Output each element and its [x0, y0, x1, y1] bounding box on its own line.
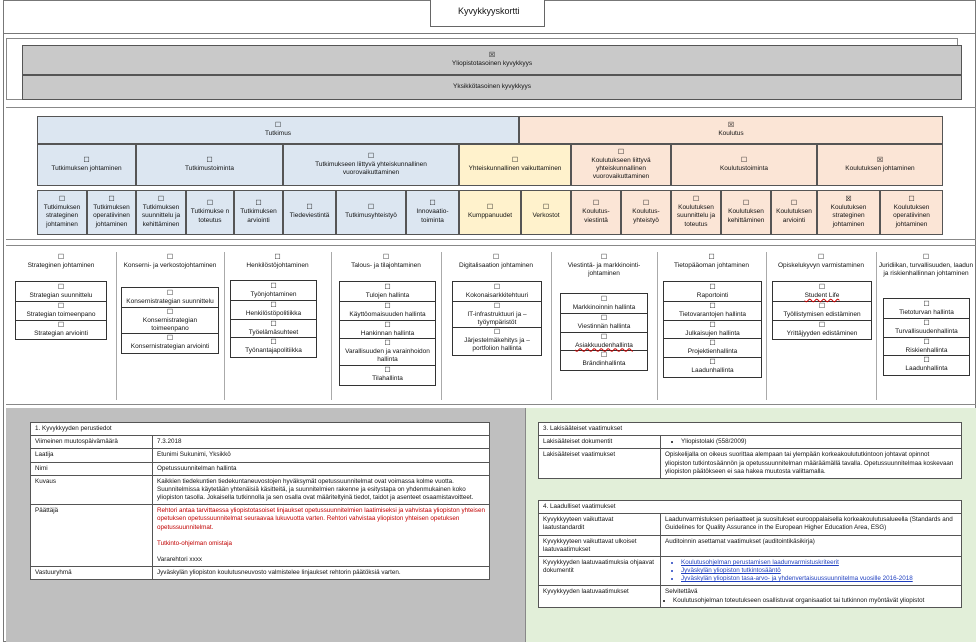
checkbox-icon[interactable]: ☐	[206, 200, 214, 208]
checkbox-icon[interactable]: ☐	[166, 308, 174, 316]
field-label: Vastuuryhmä	[31, 567, 153, 580]
checkbox-icon[interactable]: ☐	[708, 254, 715, 261]
list-item[interactable]	[453, 327, 541, 354]
checkbox-icon[interactable]: ☐	[384, 340, 391, 348]
checkbox-icon[interactable]: ☐	[709, 359, 716, 367]
checkbox-icon[interactable]: ☐	[367, 152, 375, 160]
list-item[interactable]	[664, 357, 761, 376]
list-item[interactable]	[122, 307, 218, 334]
field-value[interactable]	[661, 586, 962, 607]
support-strategic	[8, 254, 114, 270]
sub-education-cooperation[interactable]	[621, 190, 671, 235]
sub-label: Tutkimukse n toteutus	[190, 208, 230, 224]
checkbox-icon[interactable]: ☐	[429, 200, 436, 208]
item-label: Student Life	[804, 292, 840, 299]
sub-education-planning[interactable]	[671, 190, 721, 235]
field-value[interactable]	[661, 436, 962, 449]
education-header[interactable]	[519, 116, 943, 144]
list-item[interactable]	[340, 365, 435, 384]
field-value[interactable]: Laadunvarmistuksen periaatteet ja suositukset eurooppalaisella korkeakoulutusalueella (Standards and Guidelines for Quality Assurance in the European Higher Education Area, ESG)	[661, 514, 962, 535]
checkbox-icon[interactable]: ☒	[845, 196, 852, 204]
list-item[interactable]	[16, 320, 106, 339]
list-item[interactable]	[16, 283, 106, 301]
checkbox-icon[interactable]: ☐	[306, 204, 313, 212]
group-label: Tutkimustoiminta	[185, 164, 234, 172]
research-label: Tutkimus	[264, 129, 292, 137]
checkbox-icon[interactable]: ☐	[922, 254, 930, 261]
field-label: Kyvykkyyteen vaikuttavat laatustandardit	[539, 514, 661, 535]
field-label: Kuvaus	[31, 475, 153, 505]
sub-education-evaluation[interactable]	[771, 190, 817, 235]
basics-heading: 1. Kyvykkyyden perustiedot	[31, 423, 490, 436]
item-label: Varallisuuden ja varainhoidon hallinta	[345, 348, 430, 364]
list-item[interactable]	[664, 338, 761, 357]
support-knowledge	[659, 254, 764, 270]
checkbox-icon[interactable]: ☐	[923, 338, 930, 346]
list-item[interactable]	[453, 301, 541, 328]
checkbox-icon[interactable]: ☐	[492, 254, 500, 261]
sub-research-cooperation[interactable]	[336, 190, 406, 235]
support-knowledge-list	[663, 281, 762, 378]
checkbox-icon[interactable]: ☐	[157, 196, 165, 204]
checkbox-icon[interactable]: ☐	[57, 284, 65, 291]
list-item[interactable]	[664, 320, 761, 339]
field-label: Laatija	[31, 449, 153, 462]
checkbox-icon[interactable]: ☐	[166, 335, 174, 343]
sub-label: Tutkimusyhteistyö	[345, 212, 397, 220]
item-label: Tulojen hallinta	[365, 292, 410, 299]
list-item[interactable]	[884, 300, 969, 318]
field-value	[661, 556, 962, 586]
field-value[interactable]: Kaikkien tiedekuntien tiedekuntaneuvostojen hyväksymät opetussuunnitelmat ovat voimassa kolme vuotta. Suunnitelmissa käytetään yhtenäisiä käsitteitä, ja suunnitelmien rakenne ja esitystapa on yhdenmukainen koko yliopiston tasolla. Jokaisella tutkinnolla ja sen osalla ovat määriteltyinä tiedot, taidot ja asenteet osaamistavoitteet.	[153, 475, 490, 505]
group-label: Koulutuksen johtaminen	[845, 164, 915, 172]
decider-text: Rehtori antaa tarvittaessa yliopistotasoiset linjaukset opetussuunnitelmien laatimiseksi ja vahvistaa yliopiston yhteisen opetuksen opetussuunnitelmat seuraavaa lukuvuotta varten. Rehtori vahvistaa yliopiston yhteisen opetuksen opetussuunnitelmat.	[157, 507, 485, 531]
checkbox-icon[interactable]: ☐	[108, 196, 115, 204]
group-societal-impact[interactable]	[459, 144, 571, 186]
research-header[interactable]	[37, 116, 519, 144]
checkbox-icon[interactable]: ☐	[57, 321, 65, 329]
checkbox-icon[interactable]: ☐	[790, 200, 798, 208]
checkbox-icon[interactable]: ☐	[270, 301, 277, 309]
item-label: Hankinnan hallinta	[360, 329, 415, 337]
checkbox-icon[interactable]: ☐	[908, 196, 915, 204]
support-label: Juridiikan, turvallisuuden, laadun ja riskienhallinnan johtaminen	[878, 262, 974, 278]
item-label: Konsernistrategian arviointi	[130, 343, 210, 351]
group-label: Koulutukseen liittyvä yhteiskunnallinen vuorovaikuttaminen	[591, 156, 651, 181]
level-university[interactable]	[22, 45, 962, 75]
legal-table	[538, 422, 962, 479]
checkbox-icon[interactable]: ☐	[83, 156, 90, 164]
checkbox-icon[interactable]: ☐	[270, 339, 277, 347]
item-label: Strategian toimeenpano	[26, 310, 96, 318]
list-item[interactable]	[340, 301, 435, 320]
list-item[interactable]	[561, 350, 647, 369]
group-label: Tutkimuksen johtaminen	[51, 164, 122, 172]
field-value[interactable]: Opetussuunnitelman hallinta	[153, 462, 490, 475]
checkbox-icon[interactable]: ☐	[493, 284, 501, 291]
checkbox-icon[interactable]: ☐	[384, 321, 391, 329]
checkbox-icon[interactable]: ☐	[642, 200, 650, 208]
list-item[interactable]	[664, 283, 761, 301]
sub-label: Koulutus-yhteistyö	[632, 208, 660, 224]
sub-label: Tutkimuksen strateginen johtaminen	[43, 204, 81, 228]
group-research-activity[interactable]	[136, 144, 283, 186]
checkbox-icon[interactable]: ☐	[493, 329, 501, 337]
list-item[interactable]	[340, 320, 435, 339]
checkbox-icon[interactable]: ☐	[255, 200, 262, 208]
checkbox-icon[interactable]: ☐	[818, 284, 826, 291]
sub-label: Innovaatio-toiminta	[416, 208, 449, 224]
field-label: Päättäjä	[31, 505, 153, 567]
req-text: Selvitettävä	[665, 588, 698, 596]
support-communication	[553, 254, 655, 278]
checkbox-icon[interactable]: ☐	[923, 319, 930, 327]
support-legal	[878, 254, 974, 278]
list-item[interactable]	[773, 283, 871, 301]
quality-heading: 4. Laadulliset vaatimukset	[539, 501, 962, 514]
support-student	[768, 254, 874, 270]
page-title: Kyvykkyyskortti	[430, 0, 545, 27]
basics-table	[30, 422, 490, 580]
item-label: Laadunhallinta	[691, 367, 734, 375]
item-label: Tietoturvan hallinta	[899, 309, 954, 316]
checkbox-icon[interactable]: ☐	[692, 196, 700, 204]
list-item[interactable]	[340, 338, 435, 365]
support-digital-list	[452, 281, 542, 356]
checkbox-icon[interactable]: ☐	[709, 302, 716, 310]
item-label: Työllistymisen edistäminen	[783, 310, 861, 318]
field-value[interactable]: Etunimi Sukunimi, Yksikkö	[153, 449, 490, 462]
list-item[interactable]	[340, 283, 435, 301]
list-item[interactable]	[884, 355, 969, 374]
support-strategic-list	[15, 281, 107, 340]
support-hr	[226, 254, 329, 270]
doc-link[interactable]: • Jyväskylän yliopiston tasa-arvo- ja yhdenvertaisuussuunnitelma vuosille 2016-2018	[681, 575, 957, 583]
field-label: Kyvykkyyteen vaikuttavat ulkoiset laatuvaatimukset	[539, 535, 661, 556]
support-label: Tietopääoman johtaminen	[674, 262, 749, 269]
checkbox-icon[interactable]: ☒	[876, 156, 884, 164]
sub-label: Koulutuksen kehittäminen	[727, 208, 765, 224]
item-label: Riskienhallinta	[905, 346, 948, 354]
support-label: Henkilöstöjohtaminen	[246, 262, 309, 269]
unit-label: Yksikkötasoinen kyvykkyys	[452, 83, 532, 91]
field-label: Kyvykkyyden laatuvaatimuksia ohjaavat dokumentit	[539, 556, 661, 586]
sub-label: Verkostot	[532, 212, 560, 220]
list-item[interactable]	[231, 319, 316, 338]
field-label: Lakisääteiset dokumentit	[539, 436, 661, 449]
checkbox-icon[interactable]: ☐	[600, 333, 608, 341]
item-label: Tietovarantojen hallinta	[679, 310, 746, 318]
sub-partnerships[interactable]	[459, 190, 521, 235]
list-item[interactable]	[561, 313, 647, 332]
checkbox-icon[interactable]: ☐	[57, 302, 65, 310]
item-label: Järjestelmäkehitys ja –portfolion hallinta	[464, 337, 530, 353]
list-item[interactable]	[231, 337, 316, 356]
checkbox-icon[interactable]: ☐	[923, 357, 930, 365]
support-group	[118, 254, 222, 270]
group-research-management[interactable]	[37, 144, 136, 186]
university-label: Yliopistotasoinen kyvykkyys	[451, 59, 533, 67]
list-item[interactable]	[561, 332, 647, 351]
field-label: Kyvykkyyden laatuvaatimukset	[539, 586, 661, 607]
support-legal-list	[883, 298, 970, 376]
sub-research-execution[interactable]	[186, 190, 234, 235]
decider-extra: Tutkinto-ohjelman omistaja	[157, 539, 233, 547]
item-label: Työelämäsuhteet	[248, 328, 299, 336]
sub-label: Tiedeviestintä	[289, 212, 330, 220]
item-label: Konsernistrategian suunnittelu	[126, 298, 214, 305]
sub-label: Tutkimuksen arviointi	[240, 208, 277, 224]
list-item[interactable]	[664, 301, 761, 320]
item-label: Käyttöomaisuuden hallinta	[349, 310, 426, 318]
checkbox-icon[interactable]: ☐	[742, 200, 750, 208]
checkbox-icon[interactable]: ☐	[511, 156, 519, 164]
checkbox-icon[interactable]: ☐	[166, 254, 174, 261]
support-label: Strateginen johtaminen	[27, 262, 95, 269]
list-item: • Yliopistolaki (558/2009)	[681, 438, 957, 446]
checkbox-icon[interactable]: ☐	[384, 366, 391, 374]
group-education-activity[interactable]	[671, 144, 817, 186]
level-unit[interactable]	[22, 75, 962, 100]
item-label: Tilahallinta	[372, 374, 403, 382]
sub-research-strategic[interactable]	[37, 190, 87, 235]
support-finance	[333, 254, 439, 270]
checkbox-icon[interactable]: ☐	[493, 302, 501, 310]
item-label: Strategian suunnittelu	[29, 292, 93, 299]
support-label: Opiskelukyvyn varmistaminen	[778, 262, 864, 269]
checkbox-icon[interactable]: ☐	[818, 321, 826, 329]
checkbox-icon[interactable]: ☐	[206, 156, 213, 164]
sub-science-communication[interactable]	[283, 190, 336, 235]
checkbox-icon[interactable]: ☐	[274, 254, 281, 261]
item-label: Asiakkuudenhallinta	[575, 341, 633, 349]
checkbox-icon[interactable]: ☐	[57, 254, 65, 261]
doc-link[interactable]: • Koulutusohjelman perustamisen laadunvarmistuskriteerit	[681, 559, 957, 567]
sub-label: Koulutuksen operatiivinen johtaminen	[893, 204, 930, 228]
checkbox-icon[interactable]: ☐	[709, 284, 716, 291]
list-item[interactable]	[122, 289, 218, 307]
checkbox-icon[interactable]: ☐	[166, 290, 174, 297]
sub-research-evaluation[interactable]	[234, 190, 283, 235]
field-value[interactable]: 7.3.2018	[153, 436, 490, 449]
checkbox-icon[interactable]: ☐	[384, 302, 391, 310]
checkbox-icon[interactable]: ☐	[58, 196, 66, 204]
item-label: Raportointi	[696, 292, 729, 299]
item-label: Yrittäjyyden edistäminen	[786, 329, 858, 337]
group-research-interaction[interactable]	[283, 144, 459, 186]
item-label: Viestinnän hallinta	[577, 322, 631, 330]
group-education-interaction[interactable]	[571, 144, 671, 186]
sub-label: Tutkimuksen operatiivinen johtaminen	[93, 204, 130, 228]
checkbox-icon[interactable]: ☐	[382, 254, 390, 261]
field-value[interactable]: Auditoinnin asettamat vaatimukset (auditointikäsikirja)	[661, 535, 962, 556]
checkbox-icon[interactable]: ☐	[367, 204, 375, 212]
support-label: Talous- ja tilajohtaminen	[351, 262, 421, 269]
sub-networks[interactable]	[521, 190, 571, 235]
decider-sub: Vararehtori xxxx	[157, 555, 203, 563]
list-item[interactable]	[884, 337, 969, 356]
education-label: Koulutus	[718, 129, 744, 137]
group-label: Tutkimukseen liittyvä yhteiskunnallinen vuorovaikuttaminen	[315, 160, 427, 176]
checkbox-icon[interactable]: ☐	[709, 321, 716, 329]
sub-research-planning[interactable]	[136, 190, 186, 235]
field-label: Nimi	[31, 462, 153, 475]
field-label: Viimeinen muutospäivämäärä	[31, 436, 153, 449]
quality-table	[538, 500, 962, 608]
checkbox-icon[interactable]: ☐	[923, 301, 930, 308]
legal-heading: 3. Lakisääteiset vaatimukset	[539, 423, 962, 436]
support-hr-list	[230, 280, 317, 358]
item-label: Laadunhallinta	[905, 365, 948, 373]
checkbox-icon[interactable]: ☐	[600, 296, 608, 303]
list-item[interactable]	[231, 282, 316, 300]
item-label: Henkilöstöpolitiikka	[245, 309, 302, 317]
university-checkbox-icon[interactable]: ☒	[488, 51, 496, 59]
item-label: Projektienhallinta	[687, 348, 738, 356]
field-value[interactable]: Jyväskylän yliopiston koulutusneuvosto valmistelee linjaukset rehtorin päätöksiä varten.	[153, 567, 490, 580]
support-group-list	[121, 287, 219, 354]
sub-research-operative[interactable]	[87, 190, 136, 235]
checkbox-icon[interactable]: ☐	[592, 200, 600, 208]
list-item[interactable]	[122, 333, 218, 352]
education-checkbox-icon[interactable]: ☒	[727, 121, 735, 129]
sub-education-strategic[interactable]	[817, 190, 880, 235]
sub-innovation[interactable]	[406, 190, 459, 235]
checkbox-icon[interactable]: ☐	[818, 302, 826, 310]
support-student-list	[772, 281, 872, 340]
sub-education-communication[interactable]	[571, 190, 621, 235]
checkbox-icon[interactable]: ☐	[817, 254, 825, 261]
sub-label: Tutkimuksen suunnittelu ja kehittäminen	[141, 204, 181, 228]
item-label: Brändinhallinta	[582, 360, 626, 368]
group-label: Yhteiskunnallinen vaikuttaminen	[468, 164, 562, 172]
sub-label: Kumppanuudet	[467, 212, 513, 220]
checkbox-icon[interactable]: ☐	[740, 156, 748, 164]
checkbox-icon[interactable]: ☐	[600, 314, 608, 322]
divider	[3, 33, 976, 34]
sub-education-development[interactable]	[721, 190, 771, 235]
item-label: Turvallisuudenhallinta	[895, 327, 958, 335]
list-item[interactable]	[773, 301, 871, 320]
list-item: • Koulutusohjelman toteutukseen osallistuvat organisaatiot tai tutkinnon myöntävät yliopistot	[673, 597, 957, 605]
item-label: Työnjohtaminen	[250, 291, 297, 298]
field-label: Lakisääteiset vaatimukset	[539, 449, 661, 479]
group-label: Koulutustoiminta	[719, 164, 769, 172]
support-digital	[443, 254, 549, 270]
item-label: Strategian arviointi	[34, 329, 88, 337]
checkbox-icon[interactable]: ☐	[600, 254, 608, 261]
list-item[interactable]	[561, 295, 647, 313]
support-label: Konserni- ja verkostojohtaminen	[123, 262, 217, 269]
support-label: Digitalisaation johtaminen	[458, 262, 534, 269]
support-label: Viestintä- ja markkinointi-johtaminen	[567, 262, 641, 278]
field-value[interactable]: Opiskelijalla on oikeus suorittaa alempaan tai ylempään korkeakoulututkintoon johtavat opinnot yliopiston tutkintosäännön ja opetussuunnitelman määräämällä tavalla. Opetussuunnitelmaa koskevaan yliopiston päätökseen ei saa hakea muutosta valittamalla.	[661, 449, 962, 479]
sub-label: Koulutus-viestintä	[582, 208, 610, 224]
checkbox-icon[interactable]: ☐	[384, 284, 391, 291]
list-item[interactable]	[231, 300, 316, 319]
support-finance-list	[339, 281, 436, 386]
decider-value[interactable]	[153, 505, 490, 567]
checkbox-icon[interactable]: ☐	[270, 320, 277, 328]
checkbox-icon[interactable]: ☐	[600, 352, 608, 360]
group-education-management[interactable]	[817, 144, 943, 186]
list-item[interactable]	[453, 283, 541, 301]
item-label: Markkinoinnin hallinta	[572, 304, 636, 311]
checkbox-icon[interactable]: ☐	[542, 204, 550, 212]
checkbox-icon[interactable]: ☐	[270, 283, 277, 290]
list-item[interactable]	[773, 320, 871, 339]
doc-link[interactable]: • Jyväskylän yliopiston tutkintosääntö	[681, 567, 957, 575]
item-label: Julkaisujen hallinta	[685, 329, 740, 337]
sub-education-operative[interactable]	[880, 190, 943, 235]
research-checkbox-icon[interactable]: ☐	[274, 121, 282, 129]
list-item[interactable]	[16, 301, 106, 320]
checkbox-icon[interactable]: ☐	[486, 204, 494, 212]
item-label: IT-infrastruktuuri ja –työympäristöt	[467, 310, 527, 326]
sub-label: Koulutuksen strateginen johtaminen	[830, 204, 867, 228]
checkbox-icon[interactable]: ☐	[617, 148, 625, 156]
sub-label: Koulutuksen arviointi	[776, 208, 812, 224]
item-label: Kokonaisarkkitehtuuri	[465, 292, 529, 299]
checkbox-icon[interactable]: ☐	[709, 340, 716, 348]
list-item[interactable]	[884, 318, 969, 337]
item-label: Työnantajapolitiikka	[245, 347, 302, 355]
item-label: Konsernistrategian toimeenpano	[142, 316, 198, 332]
support-communication-list	[560, 293, 648, 371]
sub-label: Koulutuksen suunnittelu ja toteutus	[676, 204, 716, 228]
